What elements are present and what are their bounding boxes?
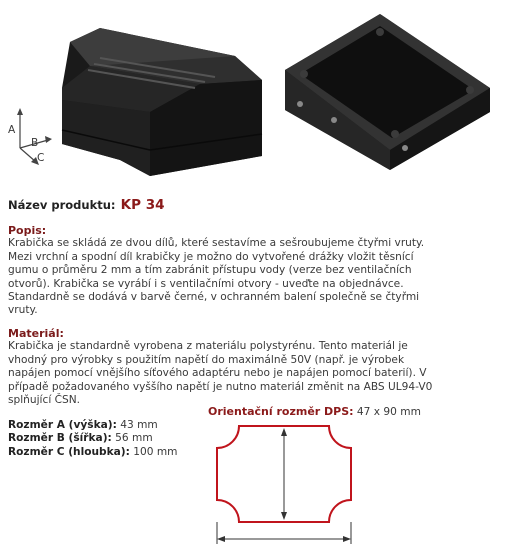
description-line: Mezi vrchní a spodní díl krabičky je možno do vytvořené drážky vložit těsnící	[8, 250, 414, 263]
product-heading	[8, 194, 164, 213]
dimension-value: 100 mm	[133, 445, 178, 458]
pcb-outline-diagram	[205, 418, 365, 550]
description-line: Krabička se skládá ze dvou dílů, které sestavíme a sešroubujeme čtyřmi vruty.	[8, 237, 425, 250]
material-heading: Materiál:	[8, 327, 64, 340]
material-section	[8, 327, 518, 407]
product-label: Název produktu:	[8, 198, 116, 212]
dimension-value: 56 mm	[115, 432, 153, 445]
dimensions-list	[8, 419, 208, 459]
material-line: vhodný pro výrobky s použitím napětí do maximálně 50V (např. je výrobek	[8, 353, 405, 366]
description-line: otvorů). Krabička se vyrábí i s ventilačními otvory - uveďte na objednávce.	[8, 277, 404, 290]
description-line: vruty.	[8, 304, 38, 317]
dps-label: Orientační rozměr DPS:	[208, 405, 354, 418]
closed-box-image	[62, 28, 262, 176]
product-photo	[0, 0, 524, 190]
axis-label-a: A	[8, 124, 16, 136]
description-heading: Popis:	[8, 224, 47, 237]
dimension-label: Rozměr C (hloubka):	[8, 445, 130, 458]
dimension-value: 43 mm	[120, 419, 158, 431]
product-name: KP 34	[120, 197, 165, 213]
dimension-label: Rozměr A (výška):	[8, 419, 117, 431]
material-line: splňující ČSN.	[8, 394, 81, 407]
open-box-image	[285, 14, 490, 170]
dimension-row	[8, 432, 208, 445]
description-line: Standardně se dodává v barvě černé, v ochranném balení společně se čtyřmi	[8, 291, 420, 304]
dimension-row	[8, 419, 208, 432]
axis-label-b: B	[31, 137, 39, 149]
dimension-row	[8, 446, 208, 459]
material-line: napájen pomocí vnějšího síťového adaptéru nebo je napájen pomocí baterií). V	[8, 367, 427, 380]
description-line: gumu o průměru 2 mm a tím zabránit přístupu vody (verze bez ventilačních	[8, 264, 412, 277]
dps-value: 47 x 90 mm	[356, 406, 421, 418]
material-line: Krabička je standardně vyrobena z materiálu polystyrénu. Tento materiál je	[8, 340, 408, 353]
material-line: případě požadovaného vyššího napětí je nutno materiál změnit na ABS UL94-V0	[8, 380, 433, 393]
dimension-label: Rozměr B (šířka):	[8, 432, 112, 445]
description-section	[8, 224, 518, 318]
axis-label-c: C	[37, 152, 45, 164]
